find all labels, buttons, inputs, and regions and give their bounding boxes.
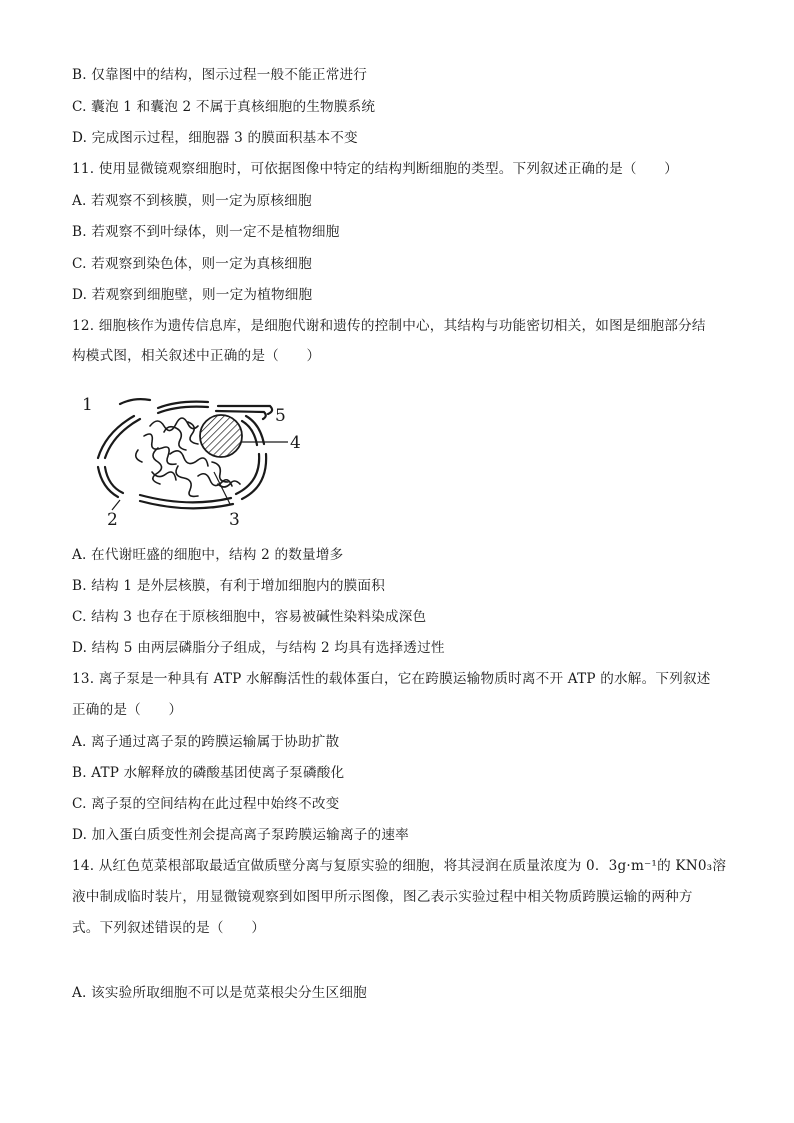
q13-option-b: B. ATP 水解释放的磷酸基团使离子泵磷酸化 xyxy=(72,765,345,781)
envelope-segment-left-lower xyxy=(98,467,118,497)
envelope-segment-top xyxy=(158,407,208,413)
q10-option-d: D. 完成图示过程，细胞器 3 的膜面积基本不变 xyxy=(72,130,358,146)
q12-option-b: B. 结构 1 是外层核膜，有利于增加细胞内的膜面积 xyxy=(72,578,385,594)
q12-option-a: A. 在代谢旺盛的细胞中，结构 2 的数量增多 xyxy=(72,547,344,563)
nucleolus xyxy=(200,415,242,457)
q11-option-d: D. 若观察到细胞壁，则一定为植物细胞 xyxy=(72,287,313,303)
q13-stem-line1: 13. 离子泵是一种具有 ATP 水解酶活性的载体蛋白，它在跨膜运输物质时离不开 ATP 的水解。下列叙述 xyxy=(72,671,711,687)
q14-stem-line1: 14. 从红色苋菜根部取最适宜做质壁分离与复原实验的细胞，将其浸润在质量浓度为 0．3g·m⁻¹的 KN0₃溶 xyxy=(72,858,727,874)
q13-option-d: D. 加入蛋白质变性剂会提高离子泵跨膜运输离子的速率 xyxy=(72,827,409,843)
q12-option-c: C. 结构 3 也存在于原核细胞中，容易被碱性染料染成深色 xyxy=(72,609,427,625)
q14-option-a: A. 该实验所取细胞不可以是苋菜根尖分生区细胞 xyxy=(72,985,367,1001)
q11-option-b: B. 若观察不到叶绿体，则一定不是植物细胞 xyxy=(72,224,340,240)
q11-option-a: A. 若观察不到核膜，则一定为原核细胞 xyxy=(72,193,312,209)
q12-option-d: D. 结构 5 由两层磷脂分子组成，与结构 2 均具有选择透过性 xyxy=(72,640,445,656)
q10-option-b: B. 仅靠图中的结构，图示过程一般不能正常进行 xyxy=(72,67,368,83)
envelope-segment-bottom xyxy=(140,495,231,502)
nucleus-structure-figure xyxy=(78,392,318,534)
q12-stem-line2: 构模式图，相关叙述中正确的是（ ） xyxy=(72,348,321,364)
q13-option-a: A. 离子通过离子泵的跨膜运输属于协助扩散 xyxy=(72,734,340,750)
figure-label-2: 2 xyxy=(107,510,118,530)
q13-option-c: C. 离子泵的空间结构在此过程中始终不改变 xyxy=(72,796,340,812)
q14-stem-line2: 液中制成临时装片，用显微镜观察到如图甲所示图像，图乙表示实验过程中相关物质跨膜运输的两种方 xyxy=(72,889,693,905)
outer-membrane-segment xyxy=(120,399,150,404)
q11-option-c: C. 若观察到染色体，则一定为真核细胞 xyxy=(72,256,312,272)
figure-label-3: 3 xyxy=(229,510,240,530)
figure-label-4: 4 xyxy=(290,433,301,453)
q13-stem-line2: 正确的是（ ） xyxy=(72,702,183,718)
leader-line-2 xyxy=(112,500,120,510)
figure-label-5: 5 xyxy=(275,406,286,426)
q12-stem-line1: 12. 细胞核作为遗传信息库，是细胞代谢和遗传的控制中心，其结构与功能密切相关，如图是细胞部分结 xyxy=(72,318,706,334)
q11-stem: 11. 使用显微镜观察细胞时，可依据图像中特定的结构判断细胞的类型。下列叙述正确的是（ ） xyxy=(72,161,679,177)
figure-label-1: 1 xyxy=(82,395,93,415)
q10-option-c: C. 囊泡 1 和囊泡 2 不属于真核细胞的生物膜系统 xyxy=(72,99,376,115)
q14-stem-line3: 式。下列叙述错误的是（ ） xyxy=(72,920,266,936)
